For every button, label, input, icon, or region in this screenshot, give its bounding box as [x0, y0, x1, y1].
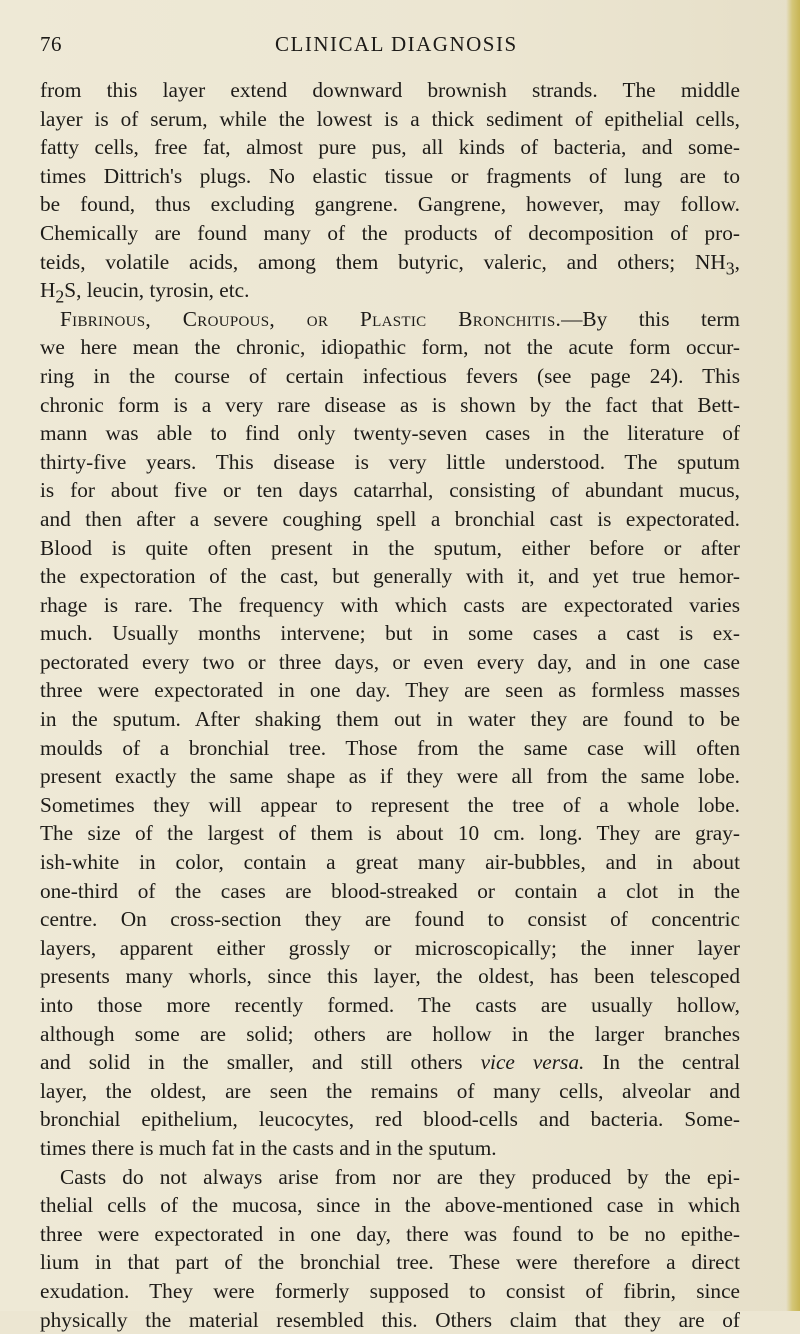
text-line: be found, thus excluding gangrene. Gangrene, however, may follow.	[40, 192, 740, 217]
text-line: lium in that part of the bronchial tree. These were therefore a direct	[40, 1250, 740, 1275]
text-line: and then after a severe coughing spell a bronchial cast is expectorated.	[40, 506, 740, 531]
text-fragment: In the central	[584, 1050, 740, 1075]
text-line: three were expectorated in one day, there was found to be no epithe-	[40, 1221, 740, 1246]
text-fragment: H	[40, 278, 56, 303]
page-header	[40, 32, 740, 62]
text-line: much. Usually months intervene; but in some cases a cast is ex-	[40, 621, 740, 646]
text-line: ish-white in color, contain a great many air-bubbles, and in about	[40, 850, 740, 875]
text-line	[40, 248, 740, 277]
text-line: three were expectorated in one day. They are seen as formless masses	[40, 678, 740, 703]
text-line: from this layer extend downward brownish strands. The middle	[40, 78, 740, 102]
text-line: ring in the course of certain infectious fevers (see page 24). This	[40, 363, 740, 388]
text-line: layer, the oldest, are seen the remains of many cells, alveolar and	[40, 1078, 740, 1103]
text-line: thelial cells of the mucosa, since in the above-mentioned case in which	[40, 1193, 740, 1218]
text-line: centre. On cross-section they are found to consist of concentric	[40, 907, 740, 932]
page-number: 76	[40, 32, 62, 56]
text-fragment: —By this term	[561, 306, 740, 331]
text-line: fatty cells, free fat, almost pure pus, all kinds of bacteria, and some-	[40, 135, 740, 160]
text-line: Sometimes they will appear to represent the tree of a whole lobe.	[40, 792, 740, 817]
text-line: into those more recently formed. The casts are usually hollow,	[40, 993, 740, 1017]
subscript: 3	[725, 257, 735, 278]
text-line: times Dittrich's plugs. No elastic tissue or fragments of lung are to	[40, 163, 740, 188]
text-line: Chemically are found many of the products of decomposition of pro-	[40, 220, 740, 245]
text-line: presents many whorls, since this layer, the oldest, has been telescoped	[40, 964, 740, 989]
text-line: present exactly the same shape as if they were all from the same lobe.	[40, 764, 740, 789]
text-line: Blood is quite often present in the sputum, either before or after	[40, 535, 740, 560]
text-line: is for about five or ten days catarrhal, consisting of abundant mucus,	[40, 478, 740, 503]
text-line: one-third of the cases are blood-streaked or contain a clot in the	[40, 878, 740, 903]
text-line: times there is much fat in the casts and in the sputum.	[40, 1135, 497, 1160]
text-line: mann was able to find only twenty-seven cases in the literature of	[40, 421, 740, 446]
text-fragment: ,	[734, 249, 740, 274]
text-fragment: teids, volatile acids, among them butyric, valeric, and others; NH	[40, 249, 726, 274]
text-line: Casts do not always arise from nor are they produced by the epi-	[60, 1164, 740, 1189]
text-line: chronic form is a very rare disease as is shown by the fact that Bett-	[40, 392, 740, 417]
text-line: The size of the largest of them is about 10 cm. long. They are gray-	[40, 821, 740, 846]
text-line: pectorated every two or three days, or even every day, and in one case	[40, 649, 740, 674]
text-line: we here mean the chronic, idiopathic form, not the acute form occur-	[40, 335, 740, 360]
text-line: layers, apparent either grossly or microscopically; the inner layer	[40, 935, 740, 960]
running-title: CLINICAL DIAGNOSIS	[275, 32, 518, 56]
text-line: moulds of a bronchial tree. Those from the same case will often	[40, 735, 740, 760]
text-line	[40, 1048, 740, 1077]
subscript: 2	[55, 286, 65, 307]
text-line: exudation. They were formerly supposed to consist of fibrin, since	[40, 1278, 740, 1303]
italic-text: vice versa.	[480, 1050, 585, 1075]
text-line: rhage is rare. The frequency with which casts are expectorated varies	[40, 592, 740, 617]
text-line: although some are solid; others are hollow in the larger branches	[40, 1021, 740, 1046]
text-line: thirty-five years. This disease is very little understood. The sputum	[40, 449, 740, 474]
body-text	[40, 76, 740, 1334]
text-line: bronchial epithelium, leucocytes, red blood-cells and bacteria. Some-	[40, 1107, 740, 1132]
text-line: layer is of serum, while the lowest is a thick sediment of epithelial cells,	[40, 106, 740, 131]
text-line: in the sputum. After shaking them out in water they are found to be	[40, 707, 740, 732]
text-line: physically the material resembled this. Others claim that they are of	[40, 1307, 740, 1332]
text-line: the expectoration of the cast, but generally with it, and yet true hemor-	[40, 564, 740, 589]
section-heading-line	[40, 305, 740, 334]
section-heading: Fibrinous, Croupous, or Plastic Bronchitis.	[60, 306, 562, 331]
text-fragment: and solid in the smaller, and still others	[40, 1050, 481, 1075]
page-edge	[786, 0, 800, 1311]
text-fragment: S, leucin, tyrosin, etc.	[64, 278, 250, 303]
text-line	[40, 276, 740, 305]
